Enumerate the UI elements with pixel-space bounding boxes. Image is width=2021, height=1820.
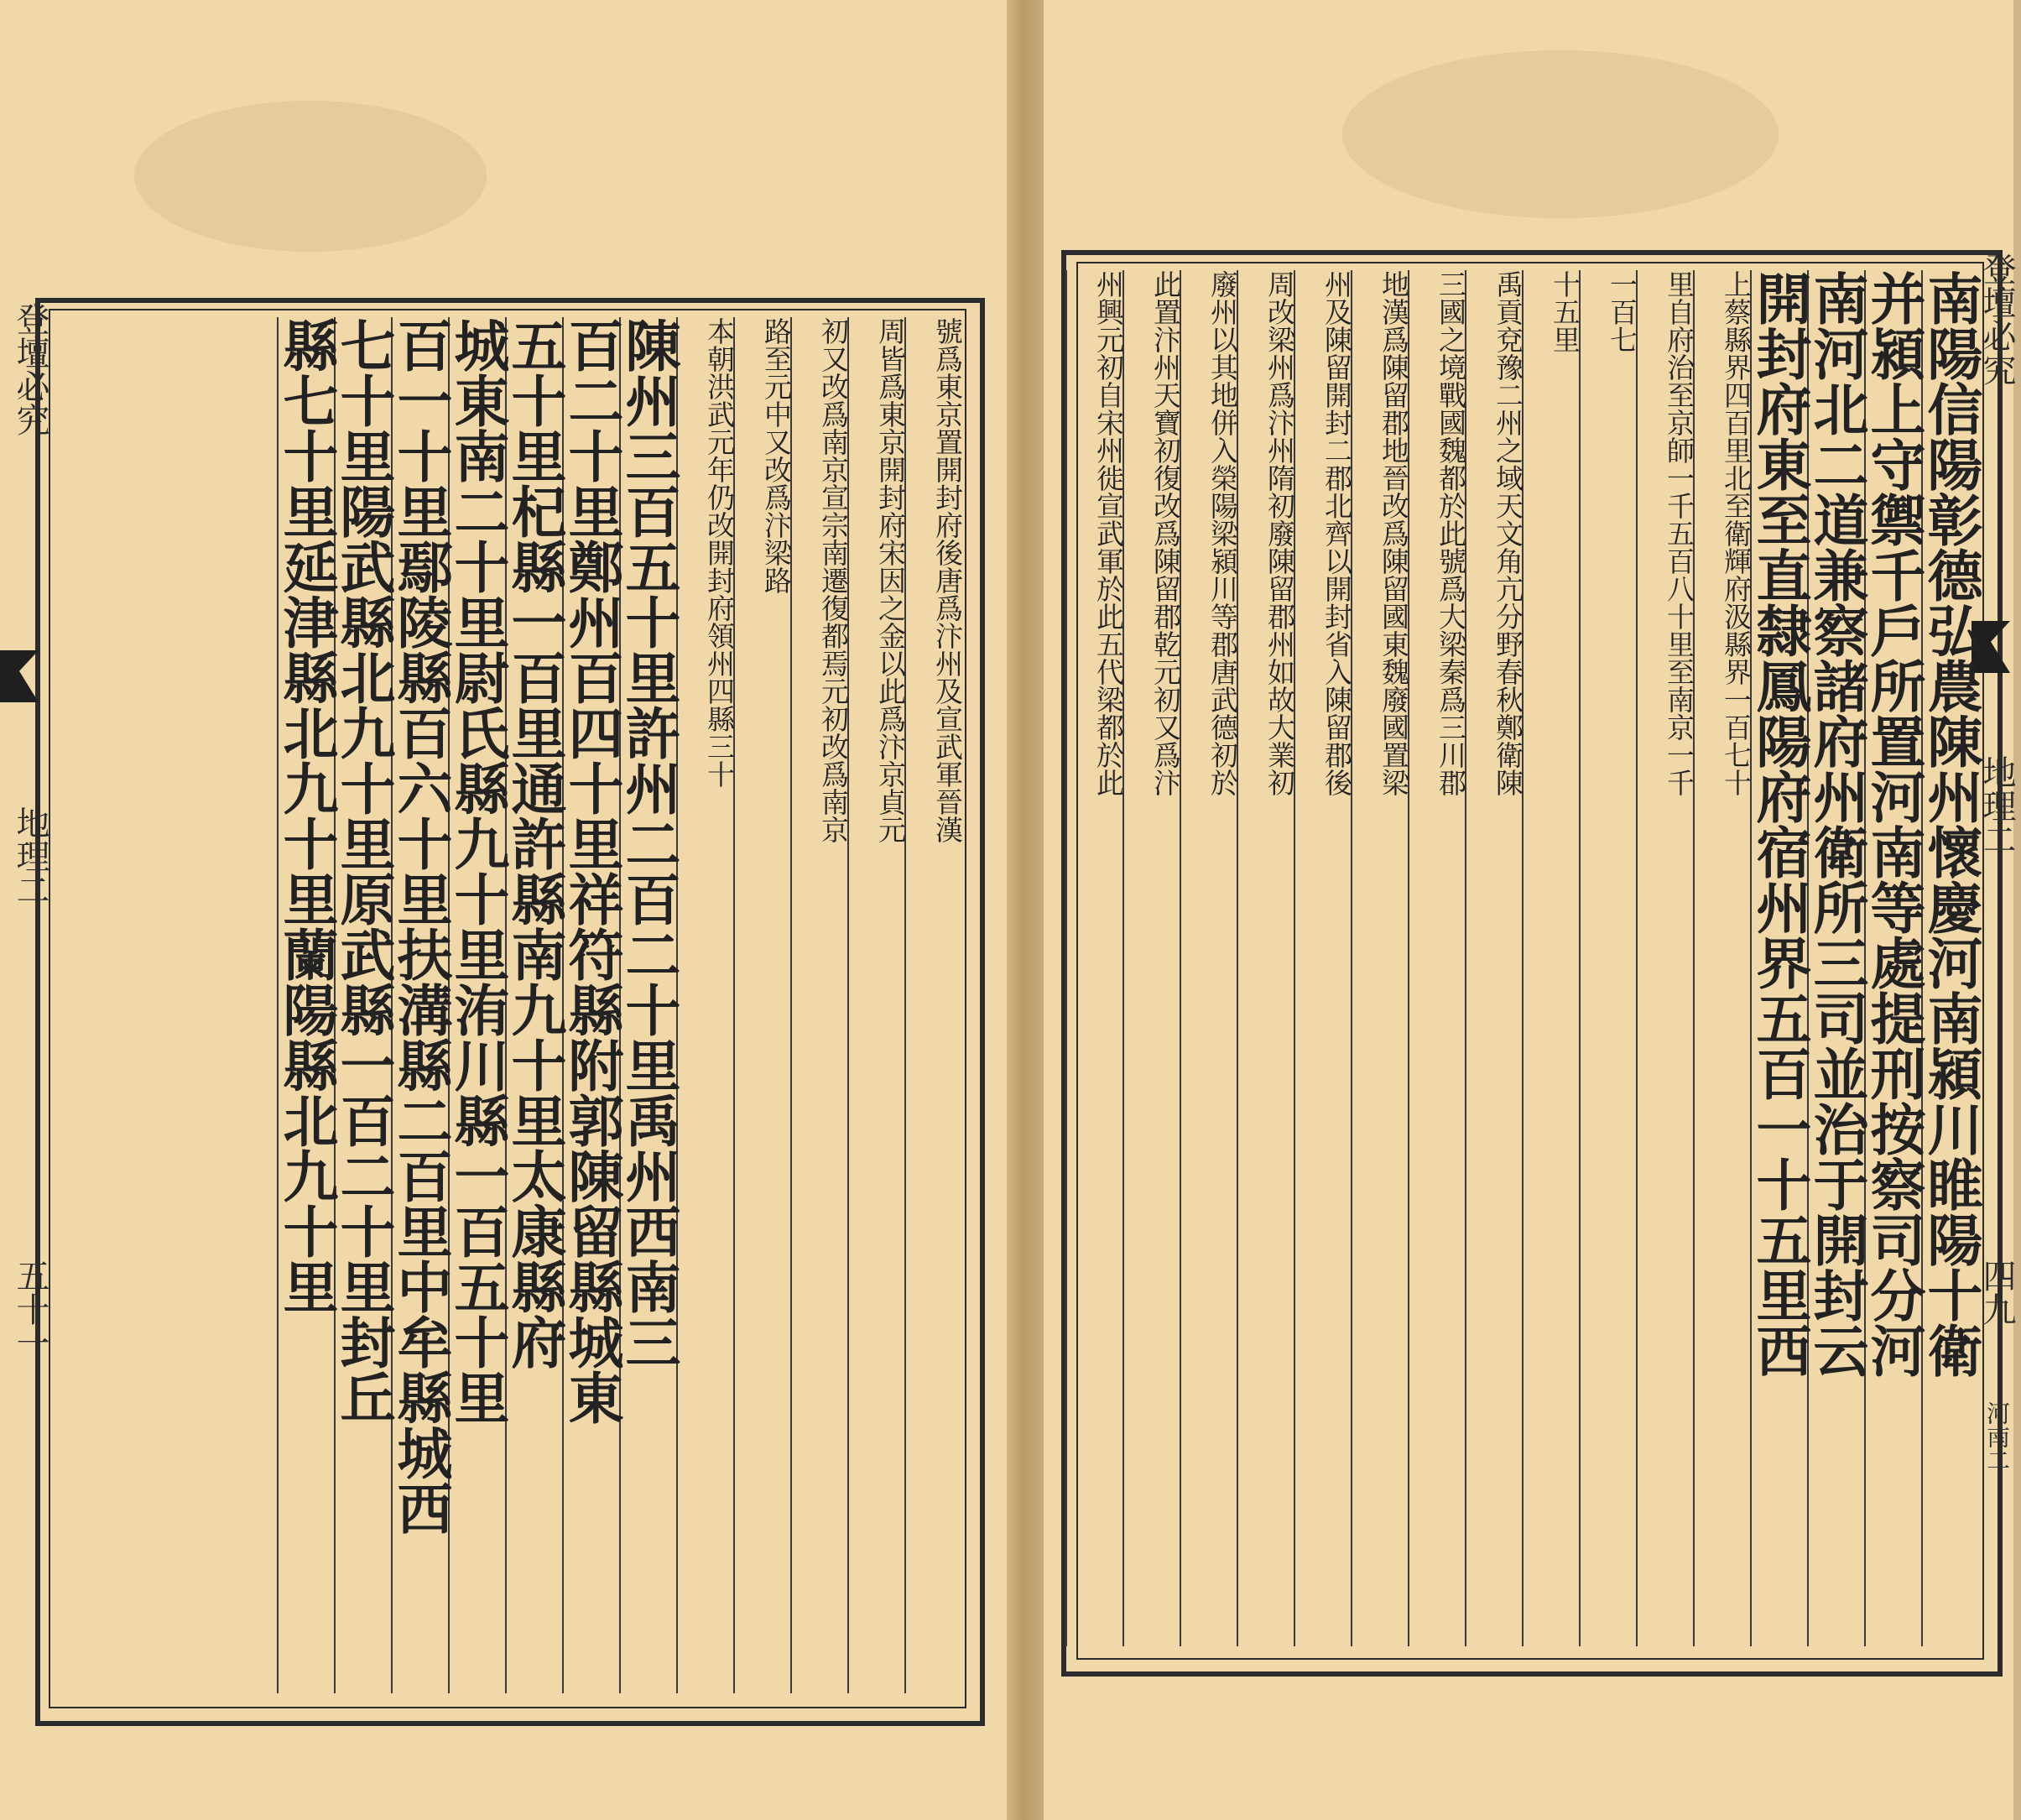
right_page-text-column: 上蔡縣界四百里北至衛輝府汲縣界一百七十 bbox=[1693, 270, 1750, 1646]
left_page-text-column: 本朝洪武元年仍改開封府領州四縣三十 bbox=[676, 317, 733, 1693]
left-section-label: 地理二 bbox=[11, 806, 49, 906]
right-title-label: 登壇必究 bbox=[1977, 252, 2016, 386]
left-page-number: 五十一 bbox=[11, 1259, 49, 1359]
right_page-text-column: 開封府東至直隸鳳陽府宿州界五百一十五里西 bbox=[1750, 270, 1807, 1646]
right_page-text-column: 州及陳留開封二郡北齊以開封省入陳留郡後 bbox=[1294, 270, 1351, 1646]
right_page-text-column: 地漢爲陳留郡地晉改爲陳留國東魏廢國置梁 bbox=[1351, 270, 1408, 1646]
left_page-text-column: 陳州三百五十里許州二百二十里禹州西南三 bbox=[619, 317, 676, 1693]
right_page-text-column: 里自府治至京師一千五百八十里至南京一千 bbox=[1636, 270, 1693, 1646]
left_page-text-column: 初又改爲南京宣宗南遷復都焉元初改爲南京 bbox=[790, 317, 847, 1693]
right_page-text-column: 南河北二道兼察諸府州衛所三司並治于開封云 bbox=[1807, 270, 1864, 1646]
left_page-text-column: 五十里杞縣一百里通許縣南九十里太康縣府 bbox=[505, 317, 562, 1693]
left_page-text-column: 號爲東京置開封府後唐爲汴州及宣武軍晉漢 bbox=[904, 317, 961, 1693]
left_page-text-column: 縣七十里延津縣北九十里蘭陽縣北九十里 bbox=[277, 317, 334, 1693]
left-title-label: 登壇必究 bbox=[11, 302, 49, 436]
right_page-text-column: 周改梁州爲汴州隋初廢陳留郡州如故大業初 bbox=[1237, 270, 1294, 1646]
right_page-text-column: 并潁上守禦千戶所置河南等處提刑按察司分河 bbox=[1864, 270, 1921, 1646]
right_page-text-column: 十五里 bbox=[1522, 270, 1579, 1646]
left_page-text-column: 七十里陽武縣北九十里原武縣一百二十里封丘 bbox=[334, 317, 391, 1693]
right_page-text-column: 三國之境戰國魏都於此號爲大梁秦爲三川郡 bbox=[1408, 270, 1465, 1646]
left_page-text-column: 城東南二十里尉氏縣九十里洧川縣一百五十里 bbox=[448, 317, 505, 1693]
left_page-text-column: 路至元中又改爲汴梁路 bbox=[733, 317, 790, 1693]
right-sub-label: 河南二 bbox=[1983, 1401, 2011, 1472]
right_page-text-column: 此置汴州天寶初復改爲陳留郡乾元初又爲汴 bbox=[1122, 270, 1180, 1646]
right_page-text-column: 禹貢兗豫二州之域天文角亢分野春秋鄭衛陳 bbox=[1465, 270, 1522, 1646]
paper-stain bbox=[1342, 50, 1779, 218]
left_page-text-column: 百一十里鄢陵縣百六十里扶溝縣二百里中牟縣城西 bbox=[391, 317, 448, 1693]
right_page-text-column: 一百七 bbox=[1579, 270, 1636, 1646]
right-page-number: 四九 bbox=[1977, 1259, 2016, 1326]
left_page-text-column: 周皆爲東京開封府宋因之金以此爲汴京貞元 bbox=[847, 317, 904, 1693]
left_page-text-column: 百二十里鄭州百四十里祥符縣附郭陳留縣城東 bbox=[562, 317, 619, 1693]
paper-stain bbox=[134, 101, 487, 252]
right_page-text-column: 州興元初自宋州徙宣武軍於此五代梁都於此 bbox=[1065, 270, 1122, 1646]
right_page-text-column: 南陽信陽彰德弘農陳州懷慶河南潁川睢陽十衛 bbox=[1921, 270, 1978, 1646]
right_page-text-column: 廢州以其地併入榮陽梁潁川等郡唐武德初於 bbox=[1180, 270, 1237, 1646]
book-gutter bbox=[1007, 0, 1044, 1820]
right-section-label: 地理二 bbox=[1977, 755, 2016, 856]
